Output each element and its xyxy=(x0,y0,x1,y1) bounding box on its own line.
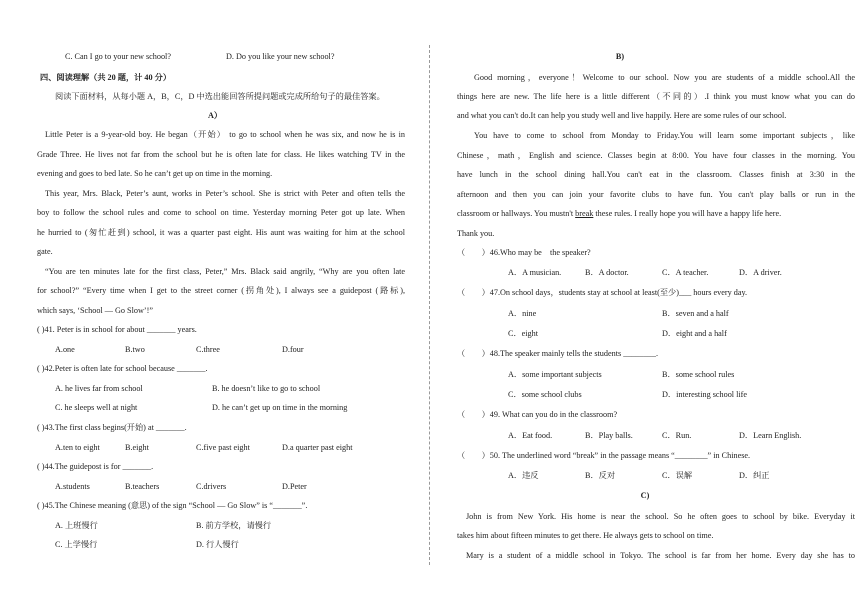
passage-b-line: Good morning，everyone！Welcome to our school. Now you are students of a middle school.All the xyxy=(474,73,855,82)
passage-b-line: things here are new. The life here is a little different（不同的）.I think you must know what you can do xyxy=(457,92,855,101)
q41-option-a: A.one xyxy=(55,345,75,354)
q47-option-a: A．nine xyxy=(508,309,537,318)
q47-option-b: B．seven and a half xyxy=(662,309,729,318)
q43-option-c: C.five past eight xyxy=(196,443,250,452)
question-44: ( )44.The guidepost is for _______. xyxy=(37,462,154,471)
q48-option-d: D．interesting school life xyxy=(662,390,748,399)
q41-option-d: D.four xyxy=(282,345,304,354)
question-45: ( )45.The Chinese meaning (意思) of the sign “School — Go Slow” is “_______”. xyxy=(37,501,308,510)
q49-option-c: C．Run. xyxy=(662,431,692,440)
q49-option-d: D．Learn English. xyxy=(739,431,802,440)
q40-option-c: C. Can I go to your new school? xyxy=(65,52,171,61)
question-48: （ ）48.The speaker mainly tells the students ________. xyxy=(457,349,659,358)
q49-option-b: B．Play balls. xyxy=(585,431,633,440)
question-50: （ ）50. The underlined word “break” in the passage means “________” in Chinese. xyxy=(457,451,751,460)
q46-option-a: A．A musician. xyxy=(508,268,562,277)
passage-a-line: gate. xyxy=(37,247,53,256)
q49-option-a: A．Eat food. xyxy=(508,431,553,440)
question-46: （ ）46.Who may be the speaker? xyxy=(457,248,591,257)
q48-option-a: A．some important subjects xyxy=(508,370,602,379)
q50-option-b: B．反对 xyxy=(585,471,616,480)
column-divider xyxy=(429,45,430,565)
q44-option-c: C.drivers xyxy=(196,482,227,491)
passage-b-line: Thank you. xyxy=(457,229,495,238)
q48-option-c: C．some school clubs xyxy=(508,390,582,399)
passage-b-label: B) xyxy=(615,52,625,61)
passage-c-line: takes him about fifteen minutes to get there. He always gets to school on time. xyxy=(457,531,714,540)
passage-a-line: which says, ‘School — Go Slow’!” xyxy=(37,306,153,315)
q45-option-b: B. 前方学校，请慢行 xyxy=(196,521,272,530)
q42-option-a: A. he lives far from school xyxy=(55,384,143,393)
question-47: （ ）47.On school days，students stay at school at least(至少)___ hours every day. xyxy=(457,288,748,297)
question-43: ( )43.The first class begins(开始) at _______. xyxy=(37,423,187,432)
passage-a-line: Grade Three. He lives not far from the school but he is often late for class. He likes watching TV in the xyxy=(37,150,405,159)
q44-option-b: B.teachers xyxy=(125,482,160,491)
q43-option-a: A.ten to eight xyxy=(55,443,100,452)
q43-option-d: D.a quarter past eight xyxy=(282,443,353,452)
passage-a-line: for school?” “Every time when I get to the street corner (拐角处), I always see a guidepost (路标), xyxy=(37,286,405,295)
passage-a-line: “You are ten minutes late for the first class, Peter,” Mrs. Black said angrily, “Why are you often late xyxy=(45,267,405,276)
passage-b-line: Chinese，math，English and science. Classes begin at 8:00. You have four classes in the morning. You xyxy=(457,151,855,160)
q40-option-d: D. Do you like your new school? xyxy=(226,52,335,61)
passage-a-label: A） xyxy=(207,111,223,120)
question-42: ( )42.Peter is often late for school because _______. xyxy=(37,364,208,373)
passage-a-line: boy to follow the school rules and come to school on time. Yesterday morning Peter got up late. When xyxy=(37,208,405,217)
q44-option-a: A.students xyxy=(55,482,90,491)
q41-option-c: C.three xyxy=(196,345,220,354)
passage-a-line: evening and goes to bed late. So he can’t get up on time in the morning. xyxy=(37,169,273,178)
passage-c-line: John is from New York. His home is near the school. So he often goes to school by bike. Everyday it xyxy=(466,512,855,521)
q47-option-c: C．eight xyxy=(508,329,539,338)
q41-option-b: B.two xyxy=(125,345,145,354)
q50-option-c: C．误解 xyxy=(662,471,693,480)
q46-option-c: C．A teacher. xyxy=(662,268,709,277)
q45-option-a: A. 上班慢行 xyxy=(55,521,98,530)
passage-c-line: Mary is a student of a middle school in Tokyo. The school is far from her home. Every day she has to xyxy=(466,551,855,560)
passage-b-line: afternoon and then you can join your favorite clubs to have fun. You can't play balls or run in the xyxy=(457,190,855,199)
passage-a-line: This year, Mrs. Black, Peter’s aunt, works in Peter’s school. She is strict with Peter and often tells the xyxy=(45,189,405,198)
q46-option-d: D．A driver. xyxy=(739,268,782,277)
underlined-word: break xyxy=(575,209,594,218)
q43-option-b: B.eight xyxy=(125,443,149,452)
q42-option-c: C. he sleeps well at night xyxy=(55,403,138,412)
q50-option-a: A．违反 xyxy=(508,471,539,480)
section-heading: 四、阅读理解（共 20 题，计 40 分） xyxy=(40,73,172,82)
question-41: ( )41. Peter is in school for about _______ years. xyxy=(37,325,197,334)
question-49: （ ）49. What can you do in the classroom? xyxy=(457,410,618,419)
passage-b-line: You have to come to school from Monday to Friday.You will learn some important subjects，like xyxy=(474,131,855,140)
q50-option-d: D．纠正 xyxy=(739,471,770,480)
instruction: 阅读下面材料，从每小题 A，B，C，D 中选出能回答所提问题或完成所给句子的最佳答案。 xyxy=(55,92,385,101)
passage-a-line: he hurried to (匆忙赶到) school, it was a quarter past eight. His aunt was waiting for him at the school xyxy=(37,228,405,237)
q44-option-d: D.Peter xyxy=(282,482,307,491)
passage-b-line: and what you can't do.It can help you study well and live happily. Here are some rules of our school. xyxy=(457,111,787,120)
q42-option-b: B. he doesn’t like to go to school xyxy=(212,384,321,393)
passage-b-line: have lunch in the school dining hall.You can't eat in the classroom. Classes finish at 3:30 in the xyxy=(457,170,855,179)
q48-option-b: B．some school rules xyxy=(662,370,735,379)
q42-option-d: D. he can’t get up on time in the morning xyxy=(212,403,348,412)
q45-option-d: D. 行人慢行 xyxy=(196,540,239,549)
q45-option-c: C. 上学慢行 xyxy=(55,540,98,549)
passage-a-line: Little Peter is a 9-year-old boy. He began（开始） to go to school when he was six, and now he is in xyxy=(45,130,405,139)
passage-b-line: classroom or hallways. You mustn't break these rules. I really hope you will have a happy life here. xyxy=(457,209,782,218)
q46-option-b: B．A doctor. xyxy=(585,268,629,277)
passage-c-label: C) xyxy=(640,491,650,500)
q47-option-d: D．eight and a half xyxy=(662,329,727,338)
